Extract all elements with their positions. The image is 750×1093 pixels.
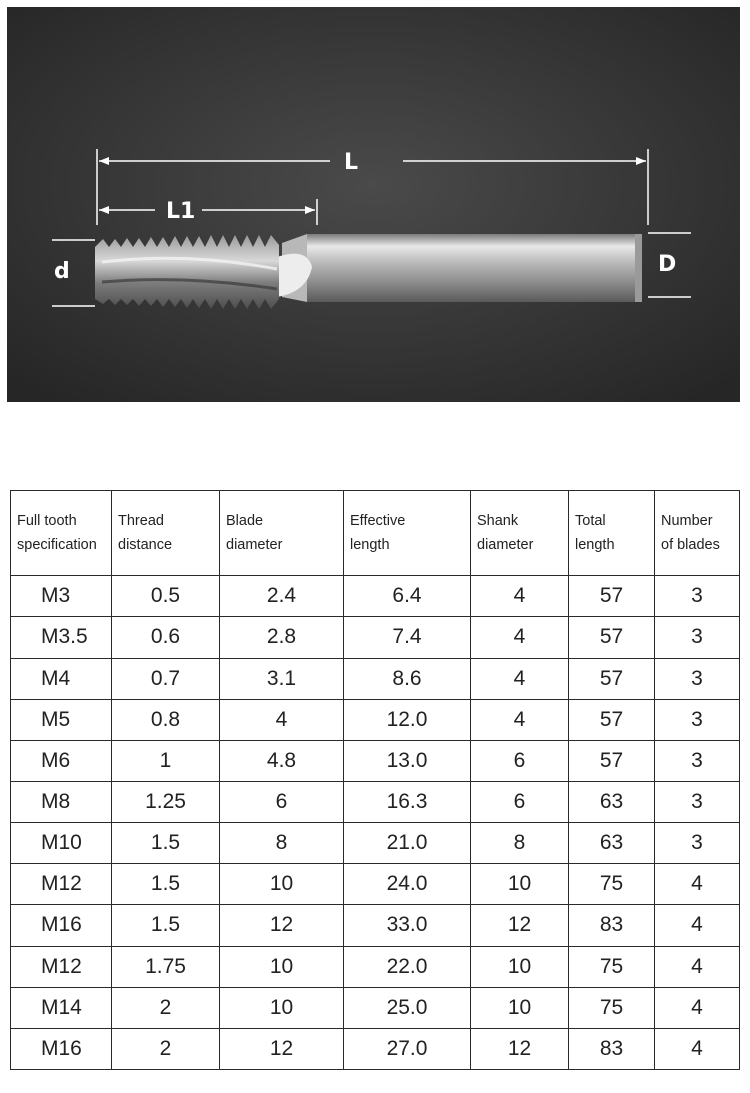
table-cell: 3 (655, 781, 740, 822)
table-cell: 8 (471, 823, 569, 864)
table-row (11, 617, 740, 658)
table-cell: 2 (112, 1028, 220, 1069)
table-cell: 22.0 (344, 946, 471, 987)
column-header-line: Total (575, 513, 606, 530)
table-row (11, 576, 740, 617)
table-cell: 75 (569, 987, 655, 1028)
table-cell: 12 (471, 1028, 569, 1069)
table-row (11, 987, 740, 1028)
table-cell: 4 (471, 699, 569, 740)
table-cell: 3 (655, 658, 740, 699)
table-cell: 12 (220, 1028, 344, 1069)
label-shank-diameter: D (658, 252, 677, 277)
table-cell: 8.6 (344, 658, 471, 699)
table-cell: 3 (655, 823, 740, 864)
column-header-line: Thread (118, 513, 164, 530)
table-cell: M10 (11, 823, 112, 864)
table-header-row (11, 491, 740, 576)
table-cell: 4 (471, 617, 569, 658)
table-cell: 0.8 (112, 699, 220, 740)
table-cell: 10 (471, 987, 569, 1028)
table-cell: M8 (11, 781, 112, 822)
column-header-line: diameter (477, 537, 534, 554)
column-header (655, 491, 740, 576)
column-header-line: distance (118, 537, 173, 554)
table-cell: 57 (569, 576, 655, 617)
column-header (220, 491, 344, 576)
table-cell: 75 (569, 864, 655, 905)
column-header-line: Full tooth (17, 513, 77, 530)
table-cell: 4 (471, 576, 569, 617)
table-cell: M3 (11, 576, 112, 617)
column-header (569, 491, 655, 576)
table-cell: 2.8 (220, 617, 344, 658)
table-cell: 1.25 (112, 781, 220, 822)
table-cell: 3 (655, 740, 740, 781)
label-edge-length: L1 (166, 199, 196, 224)
table-cell: 10 (471, 946, 569, 987)
table-cell: 6 (220, 781, 344, 822)
table-cell: M4 (11, 658, 112, 699)
table-cell: 3 (655, 617, 740, 658)
table-cell: 27.0 (344, 1028, 471, 1069)
table-cell: 3.1 (220, 658, 344, 699)
table-cell: 3 (655, 699, 740, 740)
table-cell: 4 (220, 699, 344, 740)
table-cell: 13.0 (344, 740, 471, 781)
table-cell: 6.4 (344, 576, 471, 617)
column-header-line: Blade (226, 513, 264, 530)
product-photo (7, 7, 740, 402)
table-cell: 10 (220, 864, 344, 905)
table-cell: 4 (655, 1028, 740, 1069)
table-cell: 10 (220, 987, 344, 1028)
table-cell: 0.7 (112, 658, 220, 699)
column-header (11, 491, 112, 576)
column-header-line: diameter (226, 537, 283, 554)
table-cell: 83 (569, 1028, 655, 1069)
thread-mill-tool (95, 234, 642, 309)
table-cell: 12.0 (344, 699, 471, 740)
table-cell: 0.5 (112, 576, 220, 617)
label-blade-diameter: d (54, 259, 70, 284)
column-header-line: specification (17, 537, 97, 554)
table-cell: 2 (112, 987, 220, 1028)
table-cell: 21.0 (344, 823, 471, 864)
table-cell: 63 (569, 781, 655, 822)
table-row (11, 781, 740, 822)
table-cell: 12 (471, 905, 569, 946)
table-cell: 8 (220, 823, 344, 864)
table-row (11, 823, 740, 864)
table-row (11, 1028, 740, 1069)
table-cell: 6 (471, 781, 569, 822)
table-cell: M16 (11, 1028, 112, 1069)
table-cell: 4 (655, 987, 740, 1028)
table-row (11, 658, 740, 699)
table-cell: 75 (569, 946, 655, 987)
table-cell: 4 (655, 905, 740, 946)
table-cell: M3.5 (11, 617, 112, 658)
table-cell: M12 (11, 946, 112, 987)
table-cell: 24.0 (344, 864, 471, 905)
table-cell: 1.5 (112, 905, 220, 946)
table-cell: 57 (569, 617, 655, 658)
table-cell: 1 (112, 740, 220, 781)
column-header-line: Shank (477, 513, 519, 530)
tool-flutes (95, 235, 279, 309)
table-row (11, 740, 740, 781)
table-cell: 16.3 (344, 781, 471, 822)
table-cell: 4.8 (220, 740, 344, 781)
table-cell: M6 (11, 740, 112, 781)
table-row (11, 905, 740, 946)
table-cell: 57 (569, 658, 655, 699)
table-cell: 2.4 (220, 576, 344, 617)
table-row (11, 864, 740, 905)
table-row (11, 699, 740, 740)
photo-background (7, 7, 740, 402)
column-header-line: length (350, 537, 390, 554)
column-header (471, 491, 569, 576)
label-total-length: L (344, 150, 359, 175)
table-row (11, 946, 740, 987)
table-cell: 1.5 (112, 864, 220, 905)
table-cell: 25.0 (344, 987, 471, 1028)
spec-table (10, 490, 740, 1070)
table-cell: 0.6 (112, 617, 220, 658)
table-cell: 10 (220, 946, 344, 987)
table-cell: 33.0 (344, 905, 471, 946)
table-cell: M5 (11, 699, 112, 740)
table-cell: 7.4 (344, 617, 471, 658)
table-cell: M12 (11, 864, 112, 905)
table-cell: 6 (471, 740, 569, 781)
table-cell: 63 (569, 823, 655, 864)
table-cell: 12 (220, 905, 344, 946)
table-cell: M14 (11, 987, 112, 1028)
column-header-line: of blades (661, 537, 720, 554)
column-header (344, 491, 471, 576)
table-cell: 3 (655, 576, 740, 617)
table-cell: 57 (569, 740, 655, 781)
tool-shank (307, 234, 642, 302)
table-cell: 1.75 (112, 946, 220, 987)
column-header (112, 491, 220, 576)
table-cell: 57 (569, 699, 655, 740)
table-cell: M16 (11, 905, 112, 946)
table-cell: 4 (471, 658, 569, 699)
column-header-line: Effective (350, 513, 406, 530)
table-cell: 4 (655, 864, 740, 905)
table-cell: 10 (471, 864, 569, 905)
table-cell: 83 (569, 905, 655, 946)
column-header-line: Number (661, 513, 713, 530)
column-header-line: length (575, 537, 615, 554)
table-cell: 1.5 (112, 823, 220, 864)
table-cell: 4 (655, 946, 740, 987)
